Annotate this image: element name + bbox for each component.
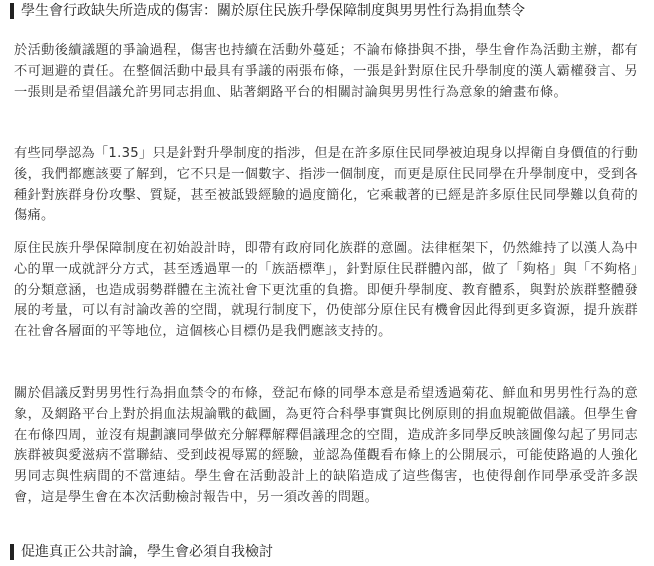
paragraph: 原住民族升學保障制度在初始設計時，即帶有政府同化族群的意圖。法律框架下，仍然維持了以漢人為中心的單一成就評分方式，甚至透過單一的「族語標準」，針對原住民群體內部，做了「夠格」與「不夠格」的分類意涵，也造成弱勢群體在主流社會下更沈重的負擔。即便升學制度、教育體系，與對於族群整體發展的考量，可以有討論改善的空間，就現行制度下，仍使部分原住民有機會因此得到更多資源，提升族群在社會各層面的平等地位，這個核心目標仍是我們應該支持的。 xyxy=(14,241,638,340)
paragraph: 有些同學認為「1.35」只是針對升學制度的指涉，但是在許多原住民同學被迫現身以捍衛自身價值的行動後，我們都應該要了解到，它不只是一個數字、指涉一個制度，而更是原住民同學在升學制度中，受到各種針對族群身份攻擊、質疑，甚至被詆毀經驗的過度簡化，它乘載著的已經是許多原住民同學難以負荷的傷痛。 xyxy=(14,146,639,224)
heading-accent-bar xyxy=(10,544,14,560)
paragraph: 於活動後續議題的爭論過程，傷害也持續在活動外蔓延；不論布條掛與不掛，學生會作為活動主辦，都有不可迴避的責任。在整個活動中最具有爭議的兩張布條，一張是針對原住民升學制度的漢人霸權發言、另一張則是希望倡議允許男同志捐血、貼著網路平台的相關討論與男男性行為意象的繪畫布條。 xyxy=(14,43,638,100)
heading-text: 促進真正公共討論，學生會必須自我檢討 xyxy=(21,544,273,560)
heading-accent-bar xyxy=(10,3,14,19)
section-heading xyxy=(10,0,525,22)
heading-text: 學生會行政缺失所造成的傷害：關於原住民族升學保障制度與男男性行為捐血禁令 xyxy=(21,3,525,19)
paragraph: 關於倡議反對男男性行為捐血禁令的布條，登記布條的同學本意是希望透過菊花、鮮血和男男性行為的意象，及網路平台上對於捐血法規論戰的截圖，為更符合科學事實與比例原則的捐血規範做倡議。但學生會在布條四周，並沒有規劃讓同學做充分解釋解釋倡議理念的空間，造成許多同學反映該圖像勾起了男同志族群被與愛滋病不當聯結、受到歧視辱罵的經驗，並認為僅觀看布條上的公開展示，可能使路過的人強化男同志與性病間的不當連結。學生會在活動設計上的缺陷造成了這些傷害，也使得創作同學承受許多誤會，這是學生會在本次活動檢討報告中，另一須改善的問題。 xyxy=(14,386,638,505)
section-heading xyxy=(10,541,273,563)
